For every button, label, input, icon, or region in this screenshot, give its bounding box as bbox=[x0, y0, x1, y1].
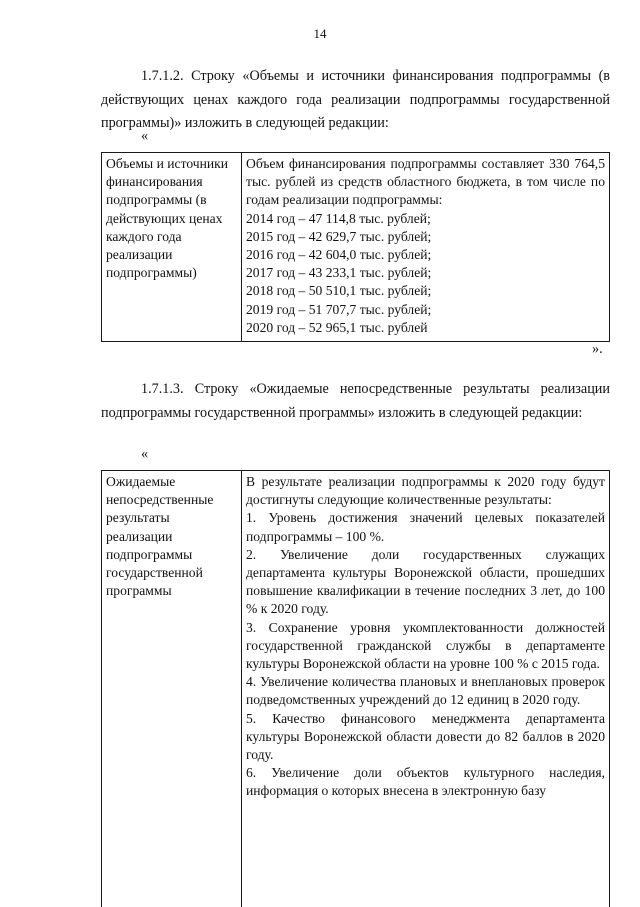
financing-year-item: 2014 год – 47 114,8 тыс. рублей; bbox=[246, 210, 605, 228]
results-content-cell bbox=[242, 471, 610, 907]
section1-intro-paragraph: 1.7.1.2. Строку «Объемы и источники финансирования подпрограммы (в действующих ценах каждого года реализации подпрограммы государственной программы)» изложить в следующей редакции: bbox=[101, 65, 610, 136]
page-number: 14 bbox=[0, 26, 640, 42]
financing-intro-text: Объем финансирования подпрограммы составляет 330 764,5 тыс. рублей из средств областного бюджета, в том числе по годам реализации подпрограммы: bbox=[246, 155, 605, 210]
results-table bbox=[101, 470, 610, 907]
financing-year-item: 2018 год – 50 510,1 тыс. рублей; bbox=[246, 282, 605, 300]
section1-close-quote: ». bbox=[592, 341, 603, 358]
results-item: 1. Уровень достижения значений целевых показателей подпрограммы – 100 %. bbox=[246, 509, 605, 545]
results-item: 6. Увеличение доли объектов культурного наследия, информация о которых внесена в электронную базу bbox=[246, 764, 605, 800]
results-item: 3. Сохранение уровня укомплектованности должностей государственной гражданской службы в департаменте культуры Воронежской области на уровне 100 % с 2015 года. bbox=[246, 619, 605, 674]
results-item: 2. Увеличение доли государственных служащих департамента культуры Воронежской области, прошедших повышение квалификации в течение последних 3 лет, до 100 % к 2020 году. bbox=[246, 546, 605, 619]
financing-label: Объемы и источники финансирования подпрограммы (в действующих ценах каждого года реализации подпрограммы) bbox=[106, 156, 228, 280]
financing-table-row bbox=[102, 153, 610, 342]
results-label-cell bbox=[102, 471, 242, 907]
section2-open-quote: « bbox=[141, 446, 148, 463]
financing-content-cell bbox=[242, 153, 610, 342]
financing-year-item: 2020 год – 52 965,1 тыс. рублей bbox=[246, 319, 605, 337]
results-label: Ожидаемые непосредственные результаты реализации подпрограммы государственной программы bbox=[106, 474, 213, 598]
results-table-row bbox=[102, 471, 610, 907]
financing-year-item: 2015 год – 42 629,7 тыс. рублей; bbox=[246, 228, 605, 246]
section1-open-quote: « bbox=[141, 128, 148, 145]
results-item: 5. Качество финансового менеджмента департамента культуры Воронежской области довести до 82 баллов в 2020 году. bbox=[246, 710, 605, 765]
section2-intro-paragraph: 1.7.1.3. Строку «Ожидаемые непосредственные результаты реализации подпрограммы государственной программы» изложить в следующей редакции: bbox=[101, 378, 610, 425]
results-item: 4. Увеличение количества плановых и внеплановых проверок подведомственных учреждений до 12 единиц в 2020 году. bbox=[246, 673, 605, 709]
financing-year-item: 2019 год – 51 707,7 тыс. рублей; bbox=[246, 301, 605, 319]
financing-year-item: 2017 год – 43 233,1 тыс. рублей; bbox=[246, 264, 605, 282]
financing-table bbox=[101, 152, 610, 342]
results-intro-text: В результате реализации подпрограммы к 2020 году будут достигнуты следующие количественные результаты: bbox=[246, 473, 605, 509]
financing-label-cell bbox=[102, 153, 242, 342]
financing-year-item: 2016 год – 42 604,0 тыс. рублей; bbox=[246, 246, 605, 264]
